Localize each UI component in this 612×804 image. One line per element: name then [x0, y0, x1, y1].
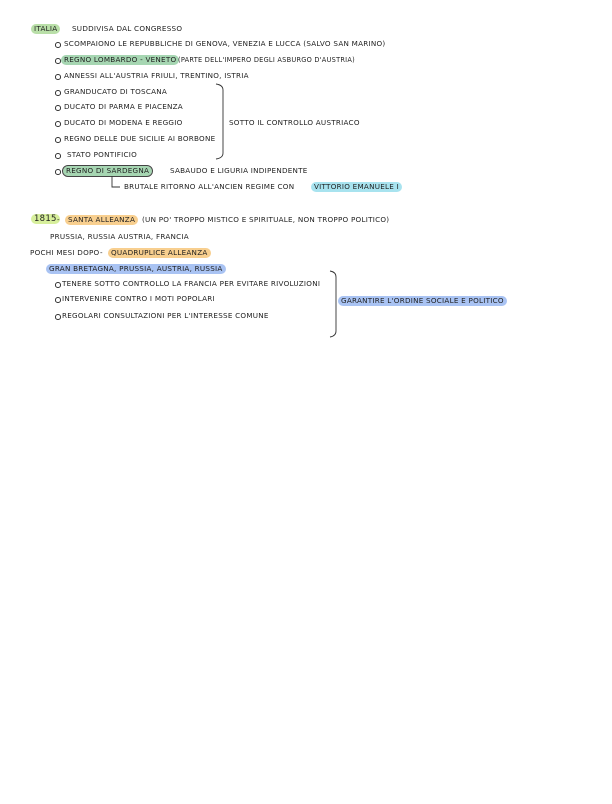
dash: - [57, 215, 60, 224]
list-item-modena: DUCATO DI MODENA E REGGIO [64, 118, 183, 127]
quadruplice-alleanza: QUADRUPLICE ALLEANZA [108, 248, 211, 258]
austro-bracket [216, 84, 223, 159]
list-item-repubbliche: SCOMPAIONO LE REPUBBLICHE DI GENOVA, VENEZIA E LUCCA (SALVO SAN MARINO) [64, 39, 386, 48]
lombardo-note: (PARTE DELL'IMPERO DEGLI ASBURGO D'AUSTRIA) [178, 56, 355, 64]
santa-note: (UN PO' TROPPO MISTICO E SPIRITUALE, NON TROPPO POLITICO) [142, 215, 390, 224]
goal-item: TENERE SOTTO CONTROLLO LA FRANCIA PER EVITARE RIVOLUZIONI [62, 279, 321, 288]
dash: - [100, 248, 103, 257]
regno-sardegna: REGNO DI SARDEGNA [63, 166, 152, 176]
ritorno-arrow [112, 176, 120, 187]
vittorio-emanuele: VITTORIO EMANUELE I [311, 182, 402, 192]
list-item-annessi: ANNESSI ALL'AUSTRIA FRIULI, TRENTINO, ISTRIA [64, 71, 249, 80]
austro-control-text: SOTTO IL CONTROLLO AUSTRIACO [229, 118, 360, 127]
goal-item: REGOLARI CONSULTAZIONI PER L'INTERESSE COMUNE [62, 311, 269, 320]
quad-members: GRAN BRETAGNA, PRUSSIA, AUSTRIA, RUSSIA [46, 264, 226, 274]
list-item-lombardo-veneto: REGNO LOMBARDO - VENETO [61, 55, 179, 65]
suddivisa-text: SUDDIVISA DAL CONGRESSO [72, 24, 183, 33]
ritorno-text: BRUTALE RITORNO ALL'ANCIEN REGIME CON [124, 182, 295, 191]
list-item-parma: DUCATO DI PARMA E PIACENZA [64, 102, 183, 111]
pochi-mesi-dopo: POCHI MESI DOPO [30, 248, 100, 257]
garantire-ordine: GARANTIRE L'ORDINE SOCIALE E POLITICO [338, 296, 507, 306]
year-1815: 1815 [31, 214, 60, 224]
sardegna-note: SABAUDO E LIGURIA INDIPENDENTE [170, 166, 308, 175]
goal-item: INTERVENIRE CONTRO I MOTI POPOLARI [62, 294, 215, 303]
italia-heading: ITALIA [31, 24, 60, 34]
list-item-toscana: GRANDUCATO DI TOSCANA [64, 87, 168, 96]
list-item-stato-pontificio: STATO PONTIFICIO [67, 150, 138, 159]
list-item-due-sicilie: REGNO DELLE DUE SICILIE AI BORBONE [64, 134, 216, 143]
santa-members: PRUSSIA, RUSSIA AUSTRIA, FRANCIA [50, 232, 189, 241]
goals-bracket [330, 271, 336, 337]
santa-alleanza: SANTA ALLEANZA [65, 215, 138, 225]
